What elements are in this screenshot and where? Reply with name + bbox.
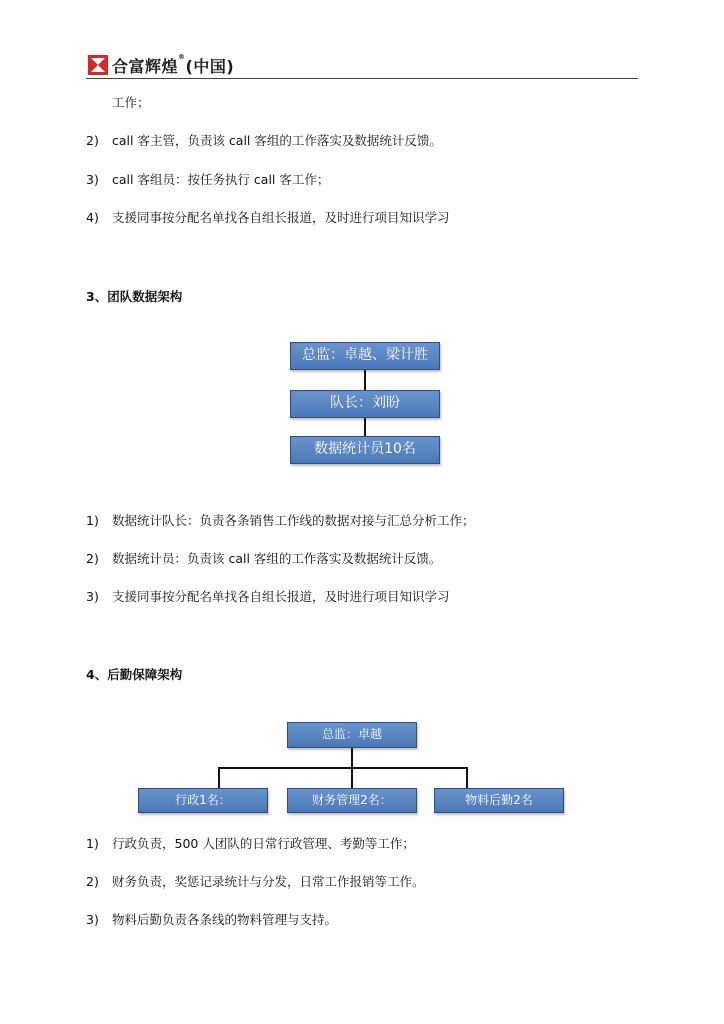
section-heading-team-data: 3、团队数据架构 (86, 289, 183, 304)
org-box-finance: 财务管理2名： (287, 788, 417, 813)
org-box-director: 总监：卓越 (287, 722, 417, 748)
org-box-materials: 物料后勤2名 (434, 788, 564, 813)
org-box-data-staff: 数据统计员10名 (290, 436, 440, 464)
list-number: 3) (86, 589, 99, 604)
list-text: 数据统计队长：负责各条销售工作线的数据对接与汇总分析工作； (112, 513, 475, 528)
list-number: 1) (86, 513, 99, 528)
list-text: 支援同事按分配名单找各自组长报道，及时进行项目知识学习 (112, 589, 450, 604)
company-name: 合富辉煌®(中国) (112, 53, 235, 76)
section-heading-logistics: 4、后勤保障架构 (86, 667, 183, 682)
list-number: 3) (86, 172, 99, 187)
list-number: 3) (86, 912, 99, 927)
org-connector (218, 767, 220, 788)
list-number: 2) (86, 551, 99, 566)
list-text: 财务负责，奖惩记录统计与分发，日常工作报销等工作。 (112, 874, 425, 889)
list-text: 支援同事按分配名单找各自组长报道，及时进行项目知识学习 (112, 210, 450, 225)
org-connector (466, 767, 468, 788)
org-connector (218, 767, 467, 769)
list-number: 2) (86, 133, 99, 148)
list-number: 4) (86, 210, 99, 225)
list-text: 行政负责，500 人团队的日常行政管理、考勤等工作； (112, 836, 415, 851)
company-logo-icon (88, 55, 108, 75)
list-text: call 客主管，负责该 call 客组的工作落实及数据统计反馈。 (112, 133, 442, 148)
org-connector (364, 418, 366, 436)
org-connector (364, 370, 366, 390)
intro-tail-text: 工作； (112, 95, 150, 110)
org-box-admin: 行政1名： (138, 788, 268, 813)
header-divider (86, 78, 638, 79)
list-number: 1) (86, 836, 99, 851)
list-text: 物料后勤负责各条线的物料管理与支持。 (112, 912, 338, 927)
list-text: call 客组员：按任务执行 call 客工作； (112, 172, 330, 187)
list-text: 数据统计员：负责该 call 客组的工作落实及数据统计反馈。 (112, 551, 442, 566)
org-box-director: 总监：卓越、梁计胜 (290, 342, 440, 370)
list-number: 2) (86, 874, 99, 889)
org-box-captain: 队长：刘盼 (290, 390, 440, 418)
